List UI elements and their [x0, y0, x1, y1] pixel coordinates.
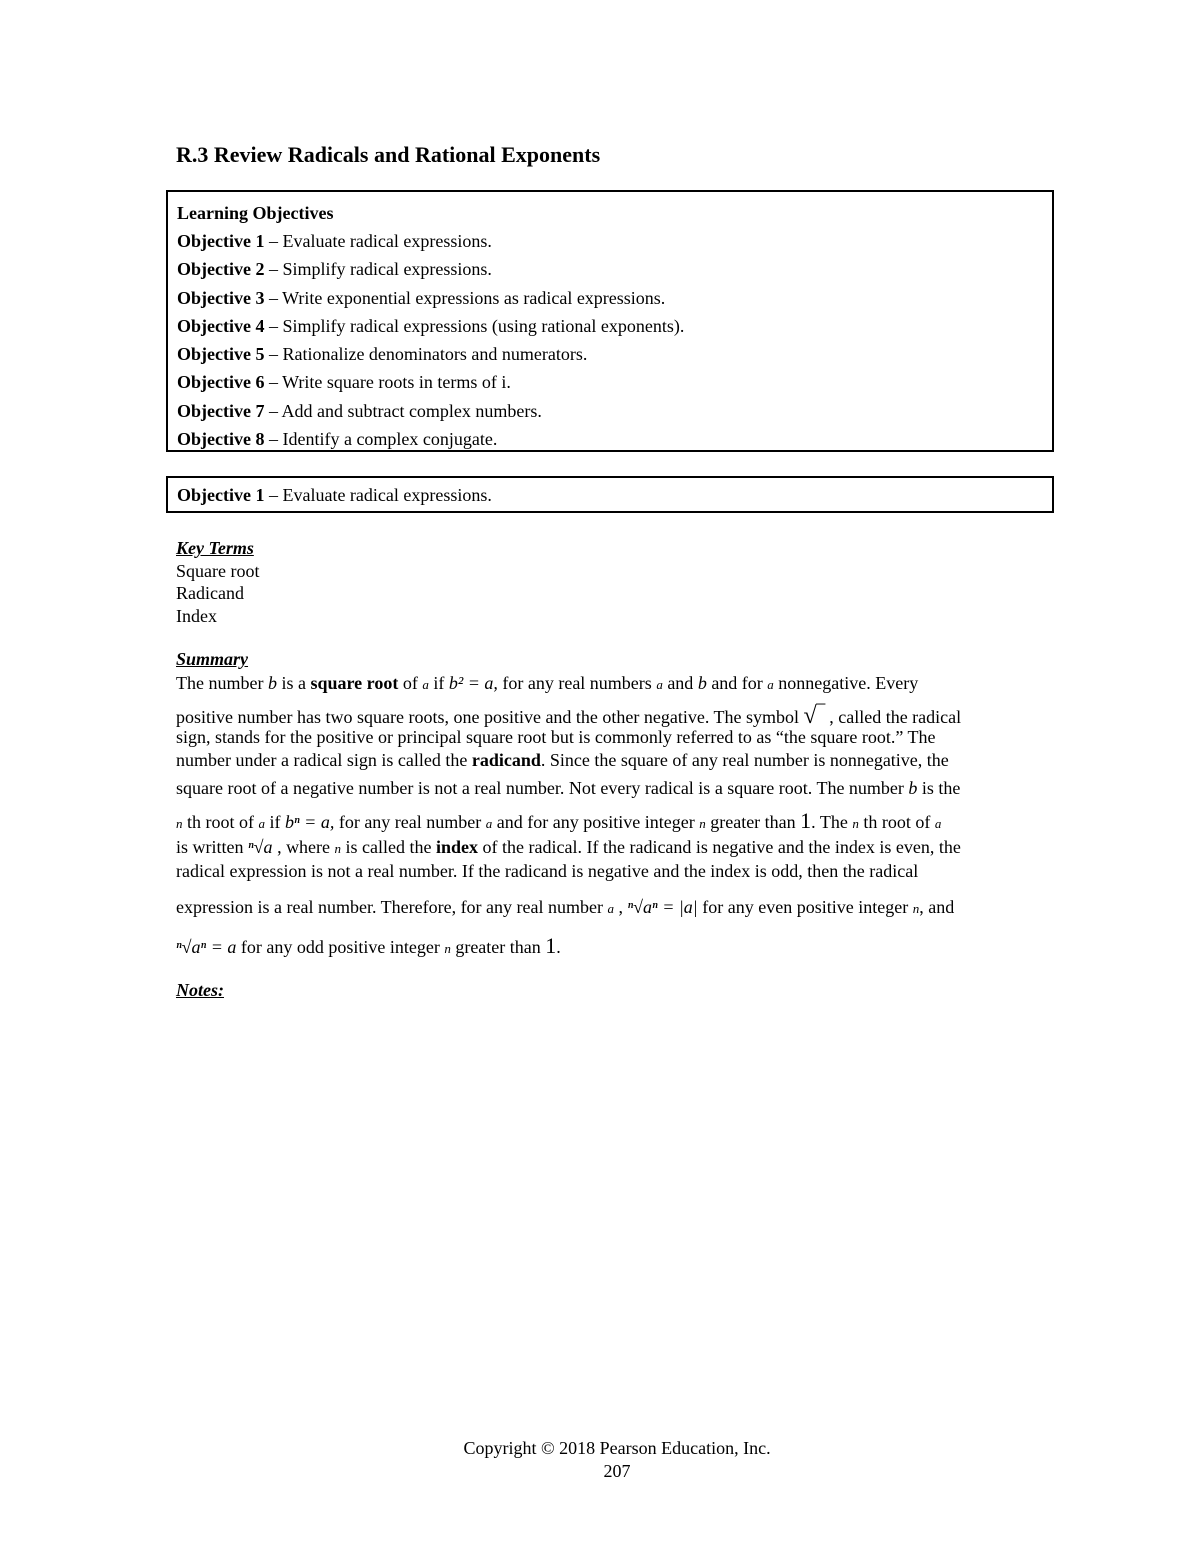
- key-term-item: Square root: [176, 560, 260, 581]
- summary-text: . Since the square of any real number is nonnegative, the: [540, 750, 949, 770]
- objective-text: – Evaluate radical expressions.: [264, 231, 492, 251]
- objective-text: – Identify a complex conjugate.: [264, 429, 498, 450]
- current-objective-label: Objective 1: [177, 485, 265, 505]
- math-number: 1: [800, 808, 812, 833]
- key-terms-section: [176, 537, 259, 627]
- summary-line: [176, 703, 1066, 729]
- objective-item: [177, 397, 1052, 425]
- summary-text: is called the: [341, 837, 437, 857]
- summary-text: and for: [706, 673, 768, 693]
- summary-text: th root of: [858, 812, 935, 832]
- objective-item: [177, 284, 1052, 312]
- math-var: n: [852, 816, 859, 831]
- summary-text: for any real numbers: [497, 673, 657, 693]
- objective-item: [177, 255, 1052, 283]
- key-term-item: Radicand: [176, 583, 244, 603]
- objective-label: Objective 6: [177, 372, 265, 393]
- term-radicand: radicand: [471, 750, 541, 770]
- math-var: n: [912, 901, 920, 916]
- objective-label: Objective 4: [177, 315, 265, 336]
- math-var: a: [767, 677, 774, 692]
- summary-text: is a: [276, 673, 311, 693]
- math-var: a: [934, 816, 942, 831]
- summary-line: [176, 861, 1066, 881]
- objective-text: – Simplify radical expressions (using rational exponents).: [264, 315, 685, 336]
- copyright-footer: Copyright © 2018 Pearson Education, Inc.: [463, 1438, 771, 1458]
- summary-text: .: [556, 937, 561, 957]
- math-var: n: [699, 816, 706, 831]
- summary-body: [176, 673, 1066, 958]
- term-index: index: [436, 837, 479, 857]
- key-terms-heading: Key Terms: [176, 538, 254, 558]
- summary-text: if: [265, 812, 285, 832]
- summary-text: for any even positive integer: [697, 897, 913, 917]
- summary-text: is the: [917, 778, 961, 798]
- summary-text: positive number has two square roots, one positive and the other negative. The symbol: [176, 707, 804, 727]
- math-expression: ⁿ√aⁿ = |a|: [627, 897, 698, 917]
- math-var: n: [444, 941, 451, 956]
- radical-symbol-icon: √‾: [803, 703, 825, 729]
- summary-text: ,: [614, 897, 628, 917]
- objective-text: – Write square roots in terms of i.: [264, 372, 511, 393]
- summary-text: sign, stands for the positive or principal square root but is commonly referred to as “the square root.” The: [176, 727, 936, 747]
- math-expression: ⁿ√a: [248, 837, 273, 857]
- objective-item: [177, 312, 1052, 340]
- summary-text: and: [662, 673, 698, 693]
- summary-line: [176, 778, 1066, 798]
- page-title: R.3 Review Radicals and Rational Exponents: [176, 142, 601, 167]
- summary-line: [176, 673, 1066, 693]
- learning-objectives-heading: Learning Objectives: [177, 203, 334, 223]
- learning-objectives-box: [166, 190, 1054, 452]
- math-var: n: [176, 816, 183, 831]
- key-term-item: Index: [176, 605, 217, 626]
- summary-text: for any odd positive integer: [236, 937, 445, 957]
- term-square-root: square root: [310, 673, 399, 693]
- summary-text: , called the radical: [824, 707, 962, 727]
- objective-item: [177, 340, 1052, 368]
- math-var: a: [485, 816, 493, 831]
- summary-text: square root of a negative number is not a real number. Not every radical is a square root. The number: [176, 778, 909, 798]
- current-objective-box: [166, 476, 1054, 513]
- summary-text: greater than: [705, 812, 801, 832]
- summary-text: The number: [176, 673, 268, 693]
- summary-text: number under a radical sign is called the: [176, 750, 472, 770]
- summary-line: [176, 727, 1066, 747]
- summary-line: [176, 897, 1066, 917]
- objective-label: Objective 5: [177, 344, 265, 365]
- objective-text: – Simplify radical expressions.: [264, 259, 492, 280]
- current-objective-text: – Evaluate radical expressions.: [264, 485, 492, 505]
- math-expression: ⁿ√aⁿ = a: [176, 937, 237, 957]
- page-number: 207: [603, 1461, 631, 1481]
- objective-label: Objective 1: [177, 231, 265, 251]
- summary-text: of the radical. If the radicand is negative and the index is even, the: [478, 837, 961, 857]
- objective-text: – Rationalize denominators and numerators.: [264, 344, 588, 365]
- summary-text: , where: [272, 837, 335, 857]
- objective-item: [177, 227, 1052, 255]
- summary-line: [176, 837, 1066, 857]
- objective-label: Objective 3: [177, 287, 265, 308]
- summary-line: [176, 808, 1066, 833]
- math-var: a: [656, 677, 663, 692]
- math-expression: bⁿ = a,: [285, 812, 335, 832]
- summary-text: , and: [919, 897, 955, 917]
- math-number: 1: [545, 933, 557, 958]
- objective-item: [177, 368, 1052, 396]
- summary-text: th root of: [182, 812, 259, 832]
- objective-label: Objective 8: [177, 429, 265, 450]
- summary-text: of: [398, 673, 423, 693]
- math-var: b: [697, 673, 707, 693]
- objective-text: – Add and subtract complex numbers.: [264, 400, 542, 421]
- summary-line: [176, 933, 1066, 958]
- math-var: b: [267, 673, 277, 693]
- math-var: b: [908, 778, 918, 798]
- objective-item: [177, 425, 1052, 453]
- objective-label: Objective 7: [177, 400, 265, 421]
- math-var: a: [422, 677, 429, 692]
- summary-text: for any real number: [334, 812, 486, 832]
- summary-text: nonnegative. Every: [773, 673, 919, 693]
- math-var: a: [258, 816, 265, 831]
- notes-heading: Notes:: [176, 980, 224, 1000]
- summary-text: is written: [176, 837, 248, 857]
- objective-label: Objective 2: [177, 259, 265, 280]
- summary-heading: Summary: [176, 649, 249, 669]
- math-var: n: [334, 841, 342, 856]
- math-expression: b² = a,: [448, 673, 498, 693]
- summary-text: . The: [811, 812, 853, 832]
- summary-text: expression is a real number. Therefore, for any real number: [176, 897, 608, 917]
- summary-line: [176, 750, 1066, 770]
- math-var: a: [607, 901, 614, 916]
- summary-text: if: [428, 673, 449, 693]
- summary-text: greater than: [450, 937, 546, 957]
- objective-text: – Write exponential expressions as radical expressions.: [264, 287, 666, 308]
- summary-text: and for any positive integer: [492, 812, 700, 832]
- summary-text: radical expression is not a real number. If the radicand is negative and the index is odd, then the radical: [176, 861, 919, 881]
